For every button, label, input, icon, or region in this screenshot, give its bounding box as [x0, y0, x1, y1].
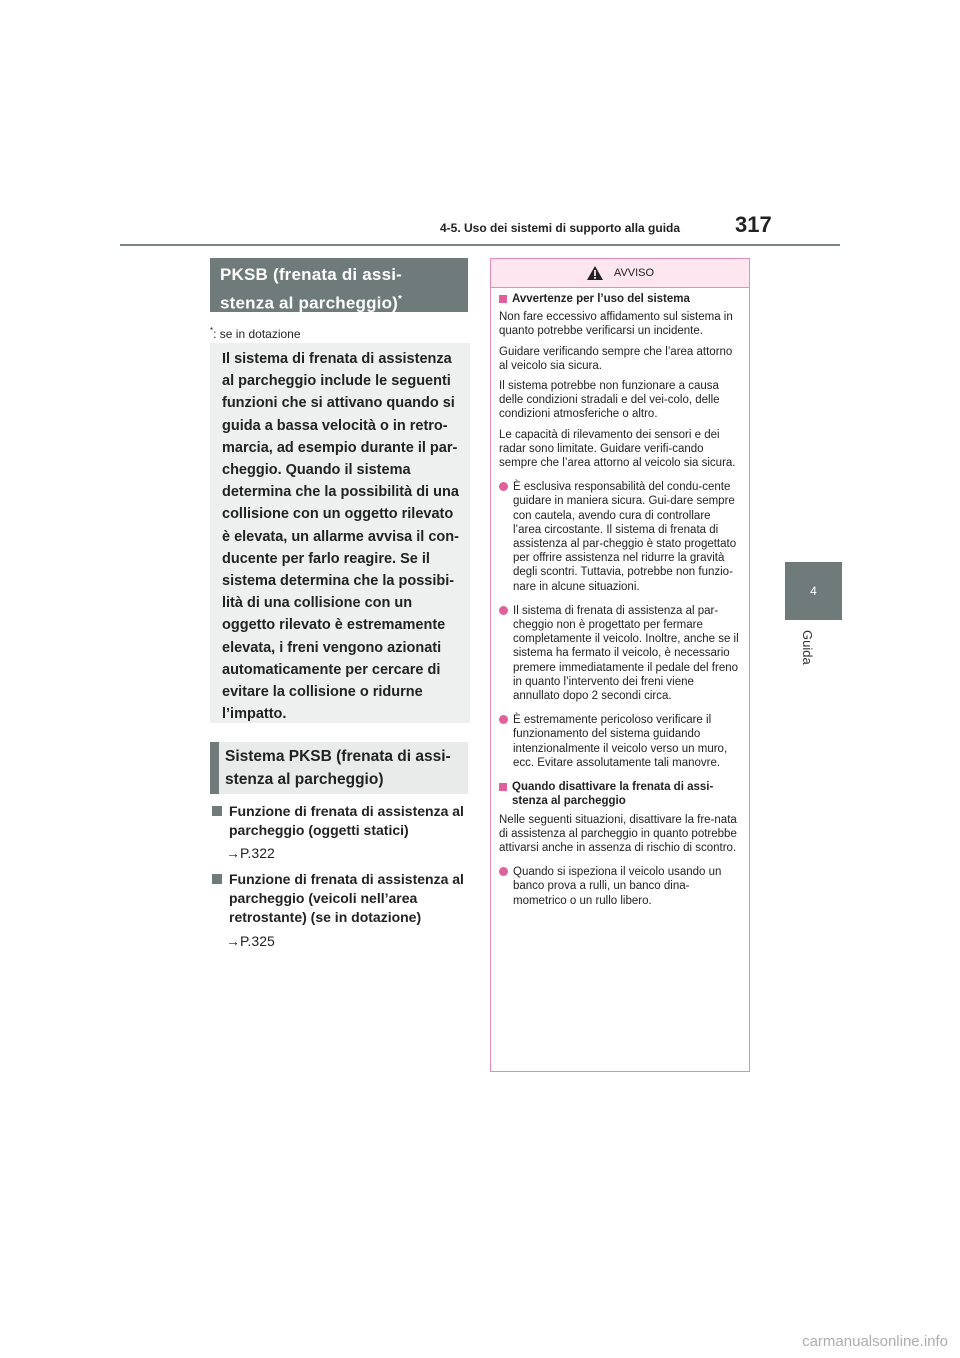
square-bullet-icon	[499, 295, 507, 303]
page-reference-325[interactable]: →P.325	[226, 933, 275, 949]
circle-bullet-icon	[499, 715, 508, 724]
page-number: 317	[735, 212, 772, 237]
warning-bullet: È esclusiva responsabilità del condu-cente guidare in maniera sicura. Gui-dare sempre con cautela, avendo cura di controllare l’area circostante. Il sistema di frenata di assistenza al par-cheggio è stato progettato per offrire assistenza nel ridurre la gravità degli scontri. Tuttavia, potrebbe non funzio-nare in alcune situazioni.	[499, 480, 741, 594]
heading-line-2: stenza al parcheggio)*	[220, 293, 403, 313]
section-title: 4-5. Uso dei sistemi di supporto alla guida	[440, 221, 681, 235]
subsection-static-objects: Funzione di frenata di assistenza al parcheggio (oggetti statici)	[212, 802, 479, 840]
warning-bullet: Il sistema di frenata di assistenza al par-cheggio non è progettato per fermare completamente il veicolo. Inoltre, anche se il sistema ha fermato il veicolo, è necessario premere immediatamente il pedale del freno in quanto l’intervento dei freni viene annullato dopo 2 secondi circa.	[499, 604, 741, 703]
chapter-number: 4	[810, 584, 817, 598]
chapter-tab	[785, 562, 842, 620]
warning-paragraph: Nelle seguenti situazioni, disattivare la fre-nata di assistenza al parcheggio in quanto potrebbe attivarsi anche in assenza di rischio di scontro.	[499, 813, 737, 854]
warning-paragraph: Le capacità di rilevamento dei sensori e dei radar sono limitate. Guidare verifi-cando sempre che l’area attorno al veicolo sia sicura.	[499, 428, 736, 470]
square-bullet-icon	[212, 874, 222, 884]
square-bullet-icon	[212, 806, 222, 816]
warning-title: AVVISO	[613, 267, 655, 279]
subsection-rear-vehicles: Funzione di frenata di assistenza al parcheggio (veicoli nell’area retrostante) (se in dotazione)	[212, 870, 479, 927]
warning-triangle-icon	[586, 265, 604, 281]
warning-header	[491, 259, 749, 288]
warning-bullet: Quando si ispeziona il veicolo usando un banco prova a rulli, un banco dina-mometrico o un rullo libero.	[499, 865, 741, 908]
heading-footnote-mark: *	[398, 294, 403, 305]
heading-line-1: PKSB (frenata di assi-	[220, 265, 403, 284]
warning-bullet: È estremamente pericoloso verificare il funzionamento del sistema guidando intenzionalmente il veicolo verso un muro, ecc. Evitare assolutamente tali manovre.	[499, 713, 741, 770]
warning-paragraph: Non fare eccessivo affidamento sul sistema in quanto potrebbe verificarsi un incidente.	[499, 311, 733, 338]
page-reference-322[interactable]: →P.322	[226, 845, 275, 861]
watermark: carmanualsonline.info	[802, 1333, 948, 1350]
square-bullet-icon	[499, 783, 507, 791]
footnote-mark: *	[210, 326, 214, 335]
circle-bullet-icon	[499, 606, 508, 615]
warning-subheading: Avvertenze per l’uso del sistema	[499, 292, 741, 306]
warning-paragraph: Il sistema potrebbe non funzionare a causa delle condizioni stradali e del vei-colo, delle condizioni atmosferiche o altro.	[499, 380, 720, 421]
circle-bullet-icon	[499, 482, 508, 491]
chapter-label: Guida	[800, 630, 815, 665]
header-divider	[120, 244, 840, 246]
circle-bullet-icon	[499, 867, 508, 876]
intro-text-box: Il sistema di frenata di assistenza al parcheggio include le seguenti funzioni che si attivano quando si guida a bassa velocità o in retro-marcia, ad esempio durante il par-cheggio. Quando il sistema determina che la possibilità di una collisione con un oggetto rilevato è elevata, un allarme avvisa il con-ducente per farlo reagire. Se il sistema determina che la possibi-lità di una collisione con un oggetto rilevato è estremamente elevata, i freni vengono azionati automaticamente per cercare di evitare la collisione o ridurne l’impatto.	[210, 343, 470, 723]
warning-body	[491, 288, 749, 908]
section-heading-pksb	[210, 258, 468, 312]
warning-box	[490, 258, 750, 1072]
footnote-text: : se in dotazione	[213, 327, 301, 341]
system-heading: Sistema PKSB (frenata di assi-stenza al parcheggio)	[210, 742, 468, 794]
warning-paragraph: Guidare verificando sempre che l’area attorno al veicolo sia sicura.	[499, 345, 733, 372]
footnote	[210, 326, 301, 341]
warning-subheading: Quando disattivare la frenata di assi-stenza al parcheggio	[499, 780, 741, 808]
